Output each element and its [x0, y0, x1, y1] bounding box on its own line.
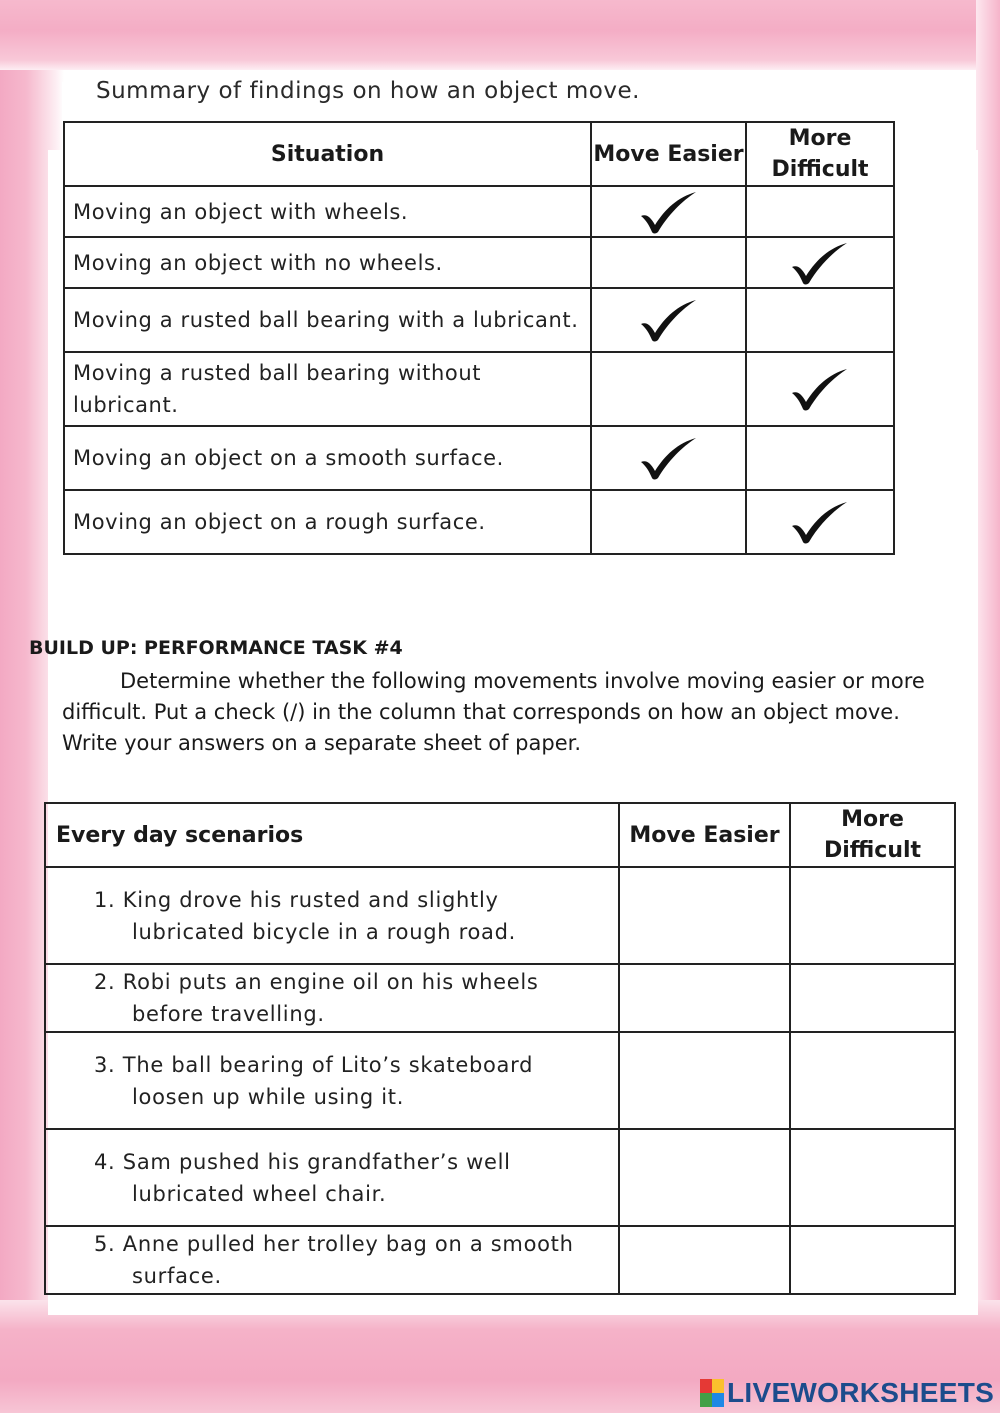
header-move-easier: Move Easier [591, 122, 746, 186]
move-easier-answer-cell[interactable] [619, 1226, 790, 1294]
scenarios-table [44, 802, 956, 1295]
header-situation: Situation [64, 122, 591, 186]
scenario-row [45, 1129, 955, 1226]
move-easier-cell [591, 237, 746, 288]
summary-row [64, 288, 894, 352]
checkmark-icon [592, 297, 745, 343]
summary-row [64, 237, 894, 288]
checkmark-icon [747, 366, 893, 412]
more-difficult-cell [746, 288, 894, 352]
header-move-easier: Move Easier [619, 803, 790, 867]
summary-table [63, 121, 895, 555]
summary-row [64, 186, 894, 237]
frame-top-border [0, 0, 1000, 70]
more-difficult-answer-cell[interactable] [790, 867, 955, 964]
summary-row [64, 426, 894, 490]
move-easier-cell [591, 288, 746, 352]
situation-cell: Moving a rusted ball bearing with a lubricant. [64, 288, 591, 352]
move-easier-answer-cell[interactable] [619, 867, 790, 964]
more-difficult-answer-cell[interactable] [790, 1226, 955, 1294]
scenario-row [45, 964, 955, 1032]
logo-text: LIVEWORKSHEETS [727, 1377, 995, 1408]
checkmark-icon [592, 189, 745, 235]
summary-title: Summary of findings on how an object move. [96, 78, 640, 104]
scenario-text: 1. King drove his rusted and slightly lubricated bicycle in a rough road. [45, 867, 619, 964]
scenario-row [45, 1226, 955, 1294]
header-more-difficult: More Difficult [790, 803, 955, 867]
more-difficult-answer-cell[interactable] [790, 1032, 955, 1129]
move-easier-cell [591, 426, 746, 490]
scenario-text: 4. Sam pushed his grandfather’s well lubricated wheel chair. [45, 1129, 619, 1226]
move-easier-answer-cell[interactable] [619, 964, 790, 1032]
summary-header-row [64, 122, 894, 186]
task-title: BUILD UP: PERFORMANCE TASK #4 [29, 637, 403, 659]
more-difficult-cell [746, 352, 894, 426]
situation-cell: Moving an object on a smooth surface. [64, 426, 591, 490]
checkmark-icon [747, 499, 893, 545]
situation-cell: Moving a rusted ball bearing without lubricant. [64, 352, 591, 426]
situation-cell: Moving an object with wheels. [64, 186, 591, 237]
liveworksheets-logo [700, 1376, 994, 1410]
task-instructions: Determine whether the following movements involve moving easier or more difficult. Put a check (/) in the column that corresponds on how an object move. Write your answers on a separate sheet of paper. [62, 669, 925, 755]
scenario-row [45, 1032, 955, 1129]
summary-row [64, 352, 894, 426]
situation-cell: Moving an object with no wheels. [64, 237, 591, 288]
scenario-text: 5. Anne pulled her trolley bag on a smooth surface. [45, 1226, 619, 1294]
header-every-day-scenarios: Every day scenarios [45, 803, 619, 867]
frame-right-border [976, 0, 1000, 1413]
scenario-text: 2. Robi puts an engine oil on his wheels before travelling. [45, 964, 619, 1032]
more-difficult-answer-cell[interactable] [790, 1129, 955, 1226]
more-difficult-cell [746, 186, 894, 237]
move-easier-cell [591, 186, 746, 237]
more-difficult-answer-cell[interactable] [790, 964, 955, 1032]
summary-row [64, 490, 894, 554]
scenario-row [45, 867, 955, 964]
move-easier-cell [591, 490, 746, 554]
header-more-difficult: More Difficult [746, 122, 894, 186]
more-difficult-cell [746, 426, 894, 490]
scenario-text: 3. The ball bearing of Lito’s skateboard loosen up while using it. [45, 1032, 619, 1129]
checkmark-icon [747, 240, 893, 286]
checkmark-icon [592, 435, 745, 481]
move-easier-cell [591, 352, 746, 426]
more-difficult-cell [746, 237, 894, 288]
logo-mark-icon [700, 1379, 724, 1407]
more-difficult-cell [746, 490, 894, 554]
move-easier-answer-cell[interactable] [619, 1129, 790, 1226]
move-easier-answer-cell[interactable] [619, 1032, 790, 1129]
situation-cell: Moving an object on a rough surface. [64, 490, 591, 554]
scenarios-header-row [45, 803, 955, 867]
